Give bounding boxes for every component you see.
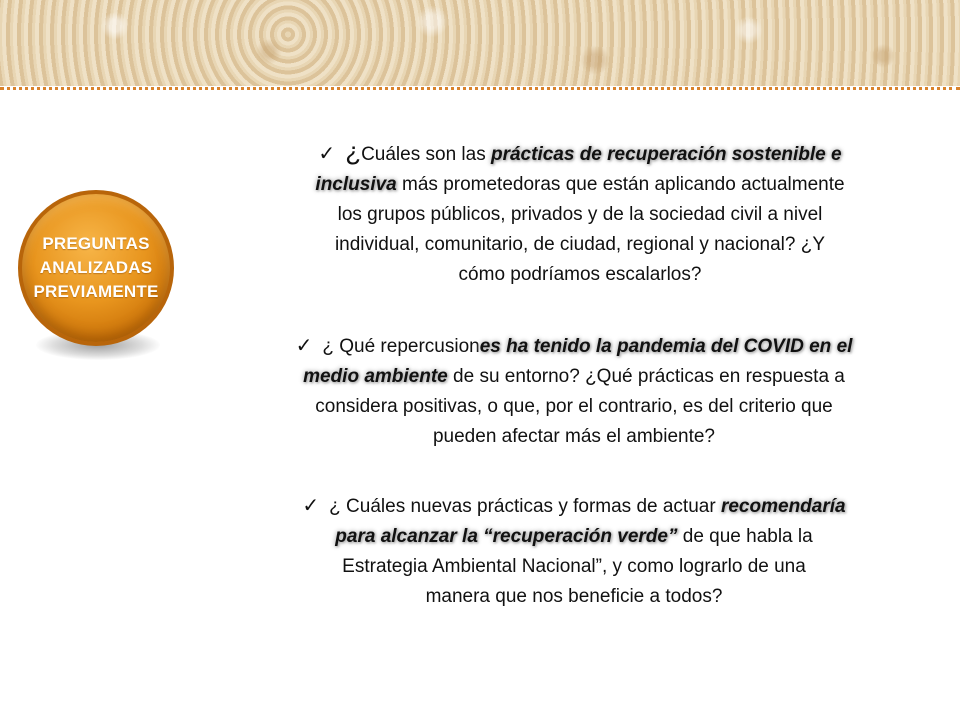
highlighted-phrase: es ha tenido la pandemia del COVID en el	[479, 336, 853, 357]
question-2-line-4: pueden afectar más el ambiente?	[432, 426, 715, 447]
question-3-line-3: Estrategia Ambiental Nacional”, y como lograrlo de una	[342, 556, 806, 577]
highlighted-phrase: prácticas de recuperación sostenible e	[490, 144, 842, 165]
question-2-line-2	[214, 362, 934, 392]
question-1-line-3: los grupos públicos, privados y de la sociedad civil a nivel	[337, 204, 823, 225]
question-2-line-3: considera positivas, o que, por el contrario, es del criterio que	[315, 396, 833, 417]
question-text: más prometedoras que están aplicando actualmente	[396, 174, 845, 195]
question-text: ¿ Cuáles nuevas prácticas y formas de actuar	[329, 496, 721, 517]
badge-text: PREGUNTAS ANALIZADAS PREVIAMENTE	[33, 234, 159, 301]
question-1	[230, 136, 930, 290]
header-banner	[0, 0, 960, 86]
question-mark: ¿	[345, 136, 362, 166]
highlighted-phrase: recomendaría	[720, 496, 846, 517]
highlighted-phrase: inclusiva	[315, 174, 397, 195]
checkmark-icon: ✓	[295, 333, 313, 357]
question-1-line-4: individual, comunitario, de ciudad, regional y nacional? ¿Y	[334, 234, 826, 255]
question-text: ¿ Qué repercusion	[322, 336, 480, 357]
question-3-line-2	[214, 522, 934, 552]
checkmark-icon: ✓	[318, 141, 336, 165]
question-2-line-1	[214, 330, 934, 362]
question-3	[214, 490, 934, 612]
questions-badge	[18, 190, 174, 346]
question-1-line-1	[230, 136, 930, 170]
highlighted-phrase: para alcanzar la “recuperación verde”	[335, 526, 678, 547]
question-2	[214, 330, 934, 452]
question-3-line-1	[214, 490, 934, 522]
question-1-line-2	[230, 170, 930, 200]
question-text: de que habla la	[677, 526, 813, 547]
dotted-divider	[0, 87, 960, 90]
question-1-line-5: cómo podríamos escalarlos?	[458, 264, 702, 285]
question-text: Cuáles son las	[361, 144, 491, 165]
highlighted-phrase: medio ambiente	[303, 366, 448, 387]
question-text: de su entorno? ¿Qué prácticas en respuesta a	[447, 366, 845, 387]
checkmark-icon: ✓	[302, 493, 320, 517]
question-3-line-4: manera que nos beneficie a todos?	[425, 586, 723, 607]
